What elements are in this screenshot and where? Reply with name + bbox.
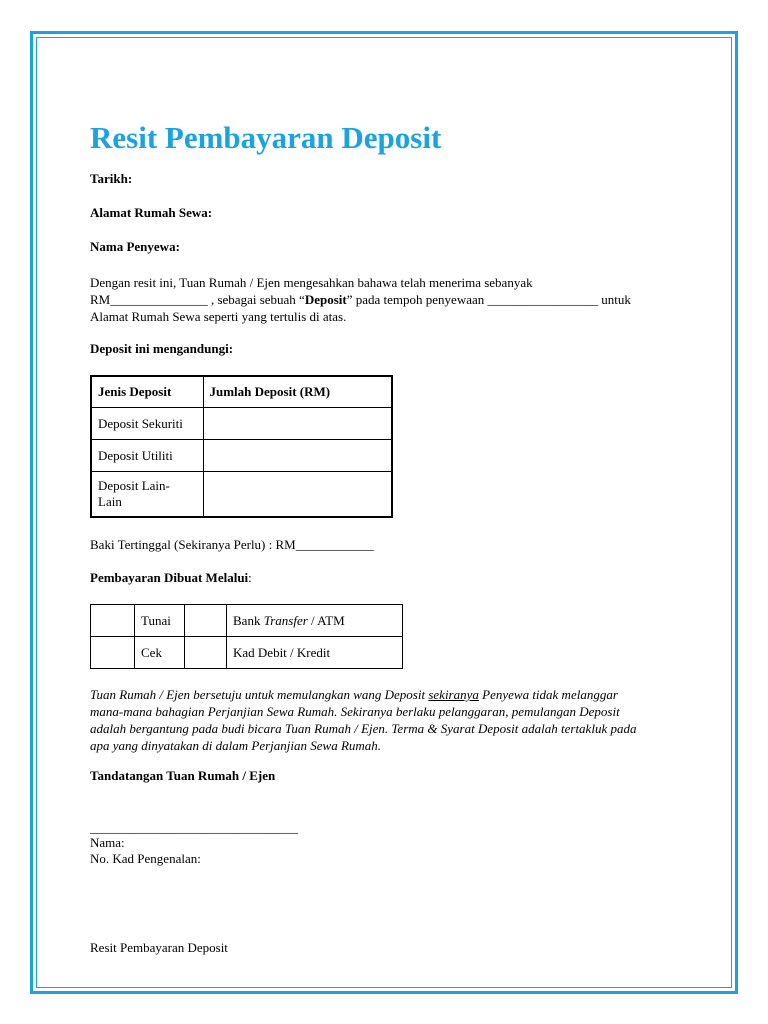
deposit-amount-cell [203,472,392,518]
signature-nama: Nama: [90,835,125,850]
document-title: Resit Pembayaran Deposit [90,120,442,155]
deposit-heading: Deposit ini mengandungi: [90,341,234,356]
terms-line-4: apa yang dinyatakan di dalam Perjanjian Sewa Rumah. [90,738,382,753]
deposit-amount-cell [203,440,392,472]
payment-label-tunai: Tunai [135,605,185,637]
deposit-type-line-2: Lain [98,494,122,509]
checkbox-cell-tunai [91,605,135,637]
intro-paragraph [90,274,631,325]
deposit-amount-cell [203,408,392,440]
checkbox-cell-kad-debit [185,637,227,669]
payment-heading-colon: : [248,570,252,585]
terms-line-1-start: Tuan Rumah / Ejen bersetuju untuk memulangkan wang Deposit [90,687,429,702]
terms-paragraph [90,686,636,754]
intro-line-2-end: ” pada tempoh penyewaan _________________ untuk [346,292,631,307]
deposit-type-cell: Deposit Utiliti [91,440,203,472]
payment-label-bank-transfer [227,605,403,637]
deposit-type-cell: Deposit Sekuriti [91,408,203,440]
footer-text: Resit Pembayaran Deposit [90,940,228,955]
signature-heading: Tandatangan Tuan Rumah / Ejen [90,768,276,783]
terms-line-3: adalah bergantung pada budi bicara Tuan Rumah / Ejen. Terma & Syarat Deposit adalah tertakluk pada [90,721,637,736]
field-alamat-rumah-sewa: Alamat Rumah Sewa: [90,205,213,220]
payment-label-italic: Transfer [263,612,308,628]
table-row [91,637,403,669]
deposit-type-line-1: Deposit Lain- [98,478,170,493]
payment-label-cek: Cek [135,637,185,669]
terms-line-2: mana-mana bahagian Perjanjian Sewa Rumah. Sekiranya berlaku pelanggaran, pemulangan Deposit [90,704,620,719]
deposit-type-cell [91,472,203,518]
table-row [91,440,392,472]
table-row [91,605,403,637]
signature-ic-number: No. Kad Pengenalan: [90,851,201,866]
intro-line-2-start: RM_______________ , sebagai sebuah “ [90,292,305,307]
payment-heading [90,570,252,586]
field-tarikh: Tarikh: [90,171,133,186]
table-row [91,408,392,440]
intro-line-3: Alamat Rumah Sewa seperti yang tertulis di atas. [90,309,347,324]
field-nama-penyewa: Nama Penyewa: [90,239,180,254]
payment-heading-text: Pembayaran Dibuat Melalui [90,570,249,585]
intro-deposit-word: Deposit [304,292,347,307]
intro-line-2 [90,291,631,308]
payment-label-part: Bank [233,612,264,628]
checkbox-cell-bank-transfer [185,605,227,637]
checkbox-cell-cek [91,637,135,669]
payment-method-table [90,604,403,669]
payment-label-kad-debit: Kad Debit / Kredit [227,637,403,669]
intro-line-1: Dengan resit ini, Tuan Rumah / Ejen mengesahkan bahawa telah menerima sebanyak [90,275,533,290]
signature-line: ________________________________ [90,820,298,835]
payment-label-part: / ATM [307,612,345,628]
baki-tertinggal: Baki Tertinggal (Sekiranya Perlu) : RM____________ [90,537,374,552]
column-header-jenis-deposit: Jenis Deposit [91,376,203,408]
terms-underlined-word: sekiranya [428,687,479,702]
table-header-row [91,376,392,408]
table-row [91,472,392,518]
terms-line-1 [90,686,636,703]
terms-line-1-end: Penyewa tidak melanggar [478,687,618,702]
deposit-table [90,375,393,518]
column-header-jumlah-deposit: Jumlah Deposit (RM) [203,376,392,408]
